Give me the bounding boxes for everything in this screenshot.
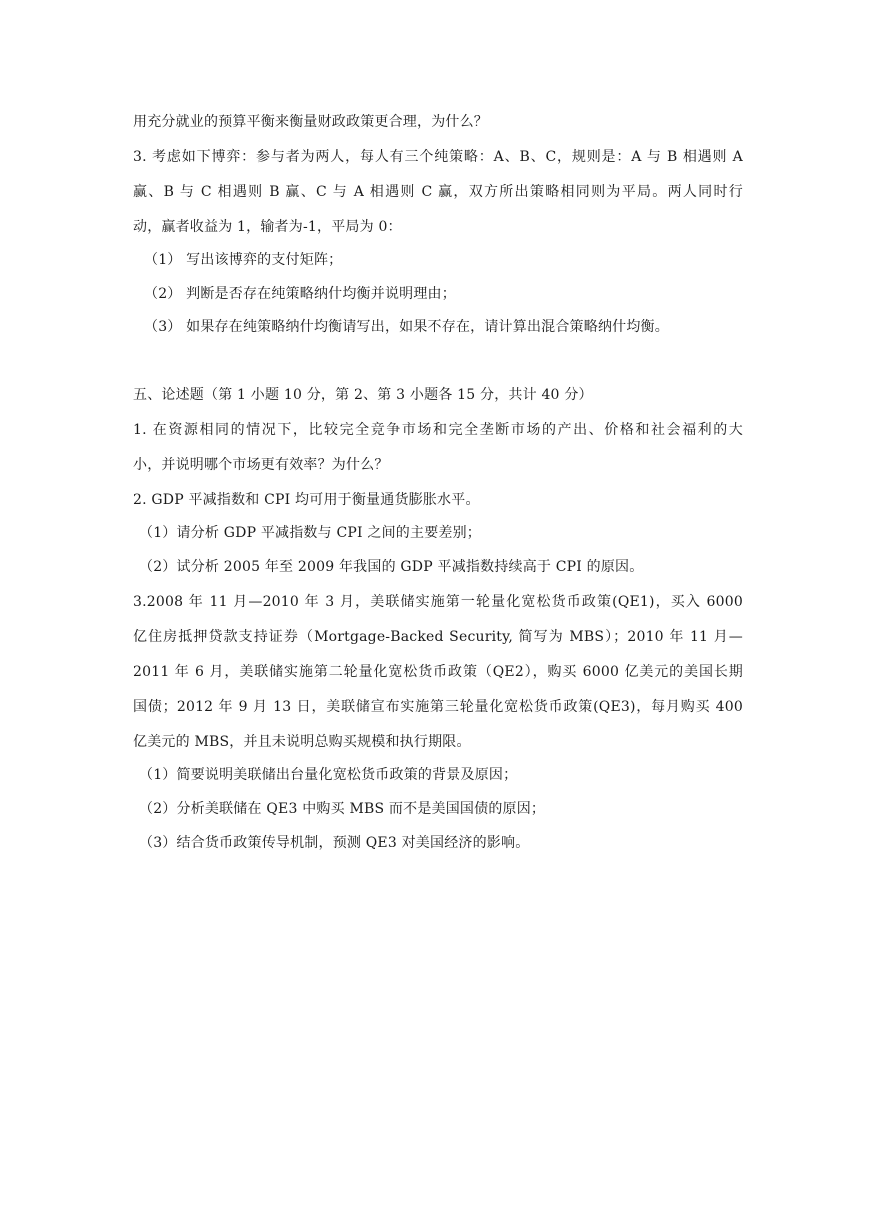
- essay-question-3-cont-4: 亿美元的 MBS，并且未说明总购买规模和执行期限。: [133, 734, 471, 750]
- essay-question-3-part-3: （3）结合货币政策传导机制，预测 QE3 对美国经济的影响。: [139, 835, 530, 851]
- text-line: 用充分就业的预算平衡来衡量财政政策更合理，为什么？: [133, 114, 488, 130]
- essay-question-3-cont-2: 2011 年 6 月，美联储实施第二轮量化宽松货币政策（QE2），购买 6000 亿美元的美国长期: [133, 664, 743, 680]
- sub-question-3: （3） 如果存在纯策略纳什均衡请写出，如果不存在，请计算出混合策略纳什均衡。: [144, 319, 669, 335]
- essay-question-1: 1. 在资源相同的情况下，比较完全竞争市场和完全垄断市场的产出、价格和社会福利的大: [133, 422, 743, 438]
- essay-question-1-cont: 小，并说明哪个市场更有效率？为什么？: [133, 457, 389, 473]
- question-3-stem-end: 动，赢者收益为 1，输者为-1，平局为 0：: [133, 219, 402, 235]
- question-3-stem-cont: 赢、B 与 C 相遇则 B 赢、C 与 A 相遇则 C 赢，双方所出策略相同则为平局。两人同时行: [133, 184, 743, 200]
- essay-question-3: 3.2008 年 11 月—2010 年 3 月，美联储实施第一轮量化宽松货币政策(QE1)，买入 6000: [133, 594, 743, 610]
- essay-question-2: 2. GDP 平减指数和 CPI 均可用于衡量通货膨胀水平。: [133, 492, 480, 508]
- essay-question-3-cont-3: 国债；2012 年 9 月 13 日，美联储宣布实施第三轮量化宽松货币政策(QE3)，每月购买 400: [133, 699, 743, 715]
- essay-question-3-cont-1: 亿住房抵押贷款支持证券（Mortgage-Backed Security, 简写为 MBS）；2010 年 11 月—: [133, 629, 743, 645]
- sub-question-1: （1） 写出该博弈的支付矩阵；: [144, 252, 343, 268]
- essay-question-2-part-1: （1）请分析 GDP 平减指数与 CPI 之间的主要差别；: [139, 525, 481, 541]
- essay-question-3-part-2: （2）分析美联储在 QE3 中购买 MBS 而不是美国国债的原因；: [139, 801, 546, 817]
- question-3-stem: 3. 考虑如下博弈：参与者为两人，每人有三个纯策略：A、B、C，规则是：A 与 B 相遇则 A: [133, 149, 743, 165]
- sub-question-2: （2） 判断是否存在纯策略纳什均衡并说明理由；: [144, 286, 456, 302]
- essay-question-3-part-1: （1）简要说明美联储出台量化宽松货币政策的背景及原因；: [139, 767, 518, 783]
- essay-question-2-part-2: （2）试分析 2005 年至 2009 年我国的 GDP 平减指数持续高于 CPI 的原因。: [139, 559, 644, 575]
- section-heading: 五、论述题（第 1 小题 10 分，第 2、第 3 小题各 15 分，共计 40 分）: [133, 387, 593, 403]
